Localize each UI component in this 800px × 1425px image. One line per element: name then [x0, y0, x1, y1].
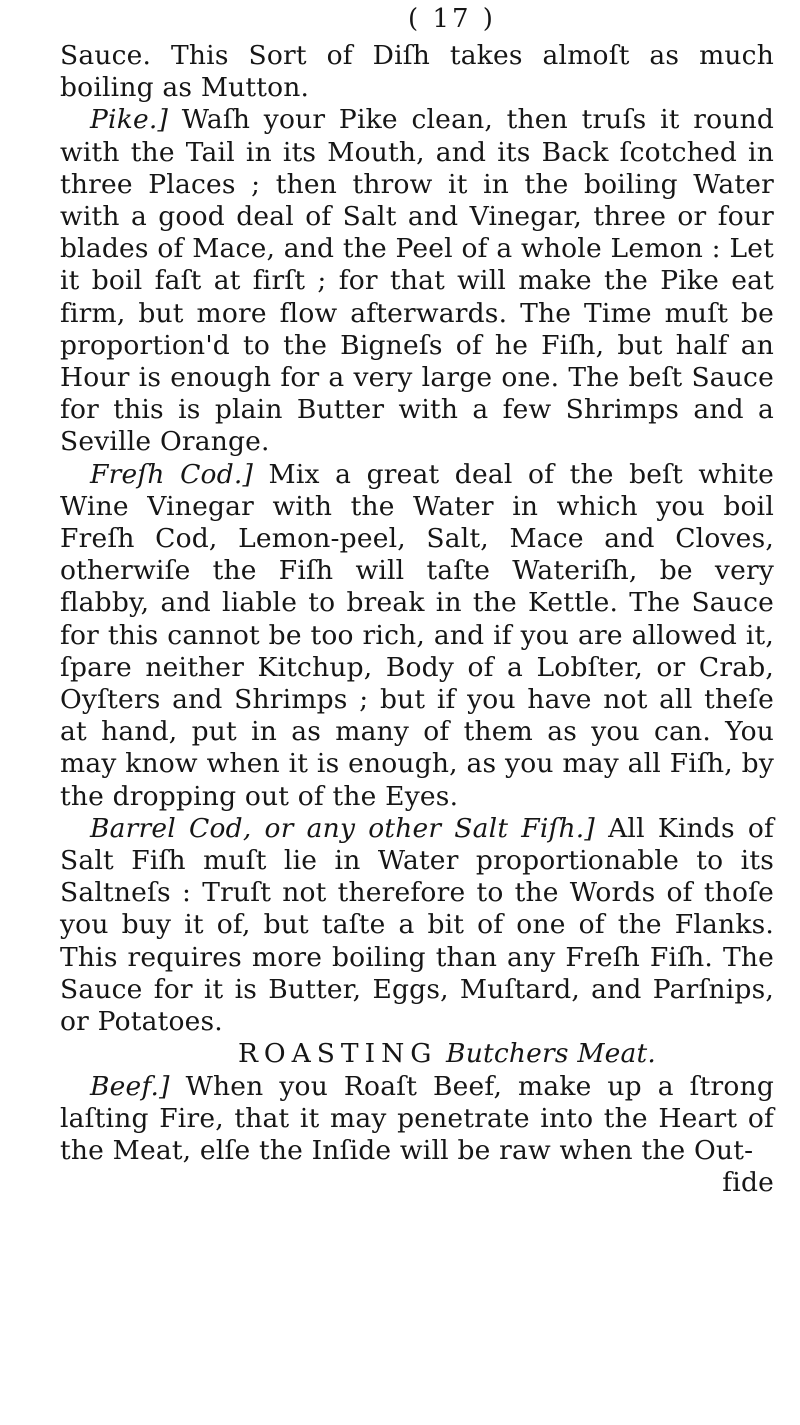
pike-text: Waſh your Pike clean, then truſs it round with the Tail in its Mouth, and its Back ſcotched in three Places ; then throw it in the boiling Water with a good deal of Salt and Vinegar, three or four blades of Mace, and the Peel of a whole Lemon : Let it boil faſt at firſt ; for that will make the Pike eat firm, but more flow afterwards. The Time muſt be proportion'd to the Bigneſs of he Fiſh, but half an Hour is enough for a very large one. The beſt Sauce for this is plain Butter with a few Shrimps and a Seville Orange.: [60, 104, 774, 458]
page-body: [60, 40, 774, 1199]
pike-label: Pike.]: [90, 104, 169, 136]
section-heading-rest: Butchers Meat.: [437, 1038, 657, 1070]
beef-text: When you Roaſt Beef, make up a ſtrong laſting Fire, that it may penetrate into the Heart of the Meat, elſe the Inſide will be raw when the Out-: [60, 1070, 774, 1166]
section-heading-caps: ROASTING: [237, 1038, 438, 1070]
fresh-cod-label: Freſh Cod.]: [90, 458, 254, 490]
fresh-cod-text: Mix a great deal of the beſt white Wine Vinegar with the Water in which you boil Freſh Cod, Lemon-peel, Salt, Mace and Cloves, otherwiſe the Fiſh will taſte Wateriſh, be very flabby, and liable to break in the Kettle. The Sauce for this cannot be too rich, and if you are allowed it, ſpare neither Kitchup, Body of a Lobſter, or Crab, Oyſters and Shrimps ; but if you have not all theſe at hand, put in as many of them as you can. You may know when it is enough, as you may all Fiſh, by the dropping out of the Eyes.: [60, 458, 774, 812]
beef-paragraph: [60, 1071, 774, 1168]
pike-paragraph: [60, 104, 774, 458]
sauce-ending-paragraph: [60, 40, 774, 104]
section-heading: [60, 1038, 774, 1070]
barrel-cod-text: All Kinds of Salt Fiſh muſt lie in Water proportionable to its Saltneſs : Truſt not therefore to the Words of thoſe you buy it of, but taſte a bit of one of the Flanks. This requires more boiling than any Freſh Fiſh. The Sauce for it is Butter, Eggs, Muſtard, and Parſnips, or Potatoes.: [60, 812, 775, 1038]
catchword: fide: [722, 1167, 774, 1199]
beef-label: Beef.]: [90, 1070, 170, 1102]
fresh-cod-paragraph: [60, 459, 774, 813]
barrel-cod-paragraph: [60, 813, 774, 1038]
barrel-cod-label: Barrel Cod, or any other Salt Fiſh.]: [90, 812, 595, 844]
sauce-ending-text: Sauce. This Sort of Diſh takes almoſt as much boiling as Mutton.: [60, 40, 774, 104]
page-number: ( 17 ): [408, 4, 496, 34]
